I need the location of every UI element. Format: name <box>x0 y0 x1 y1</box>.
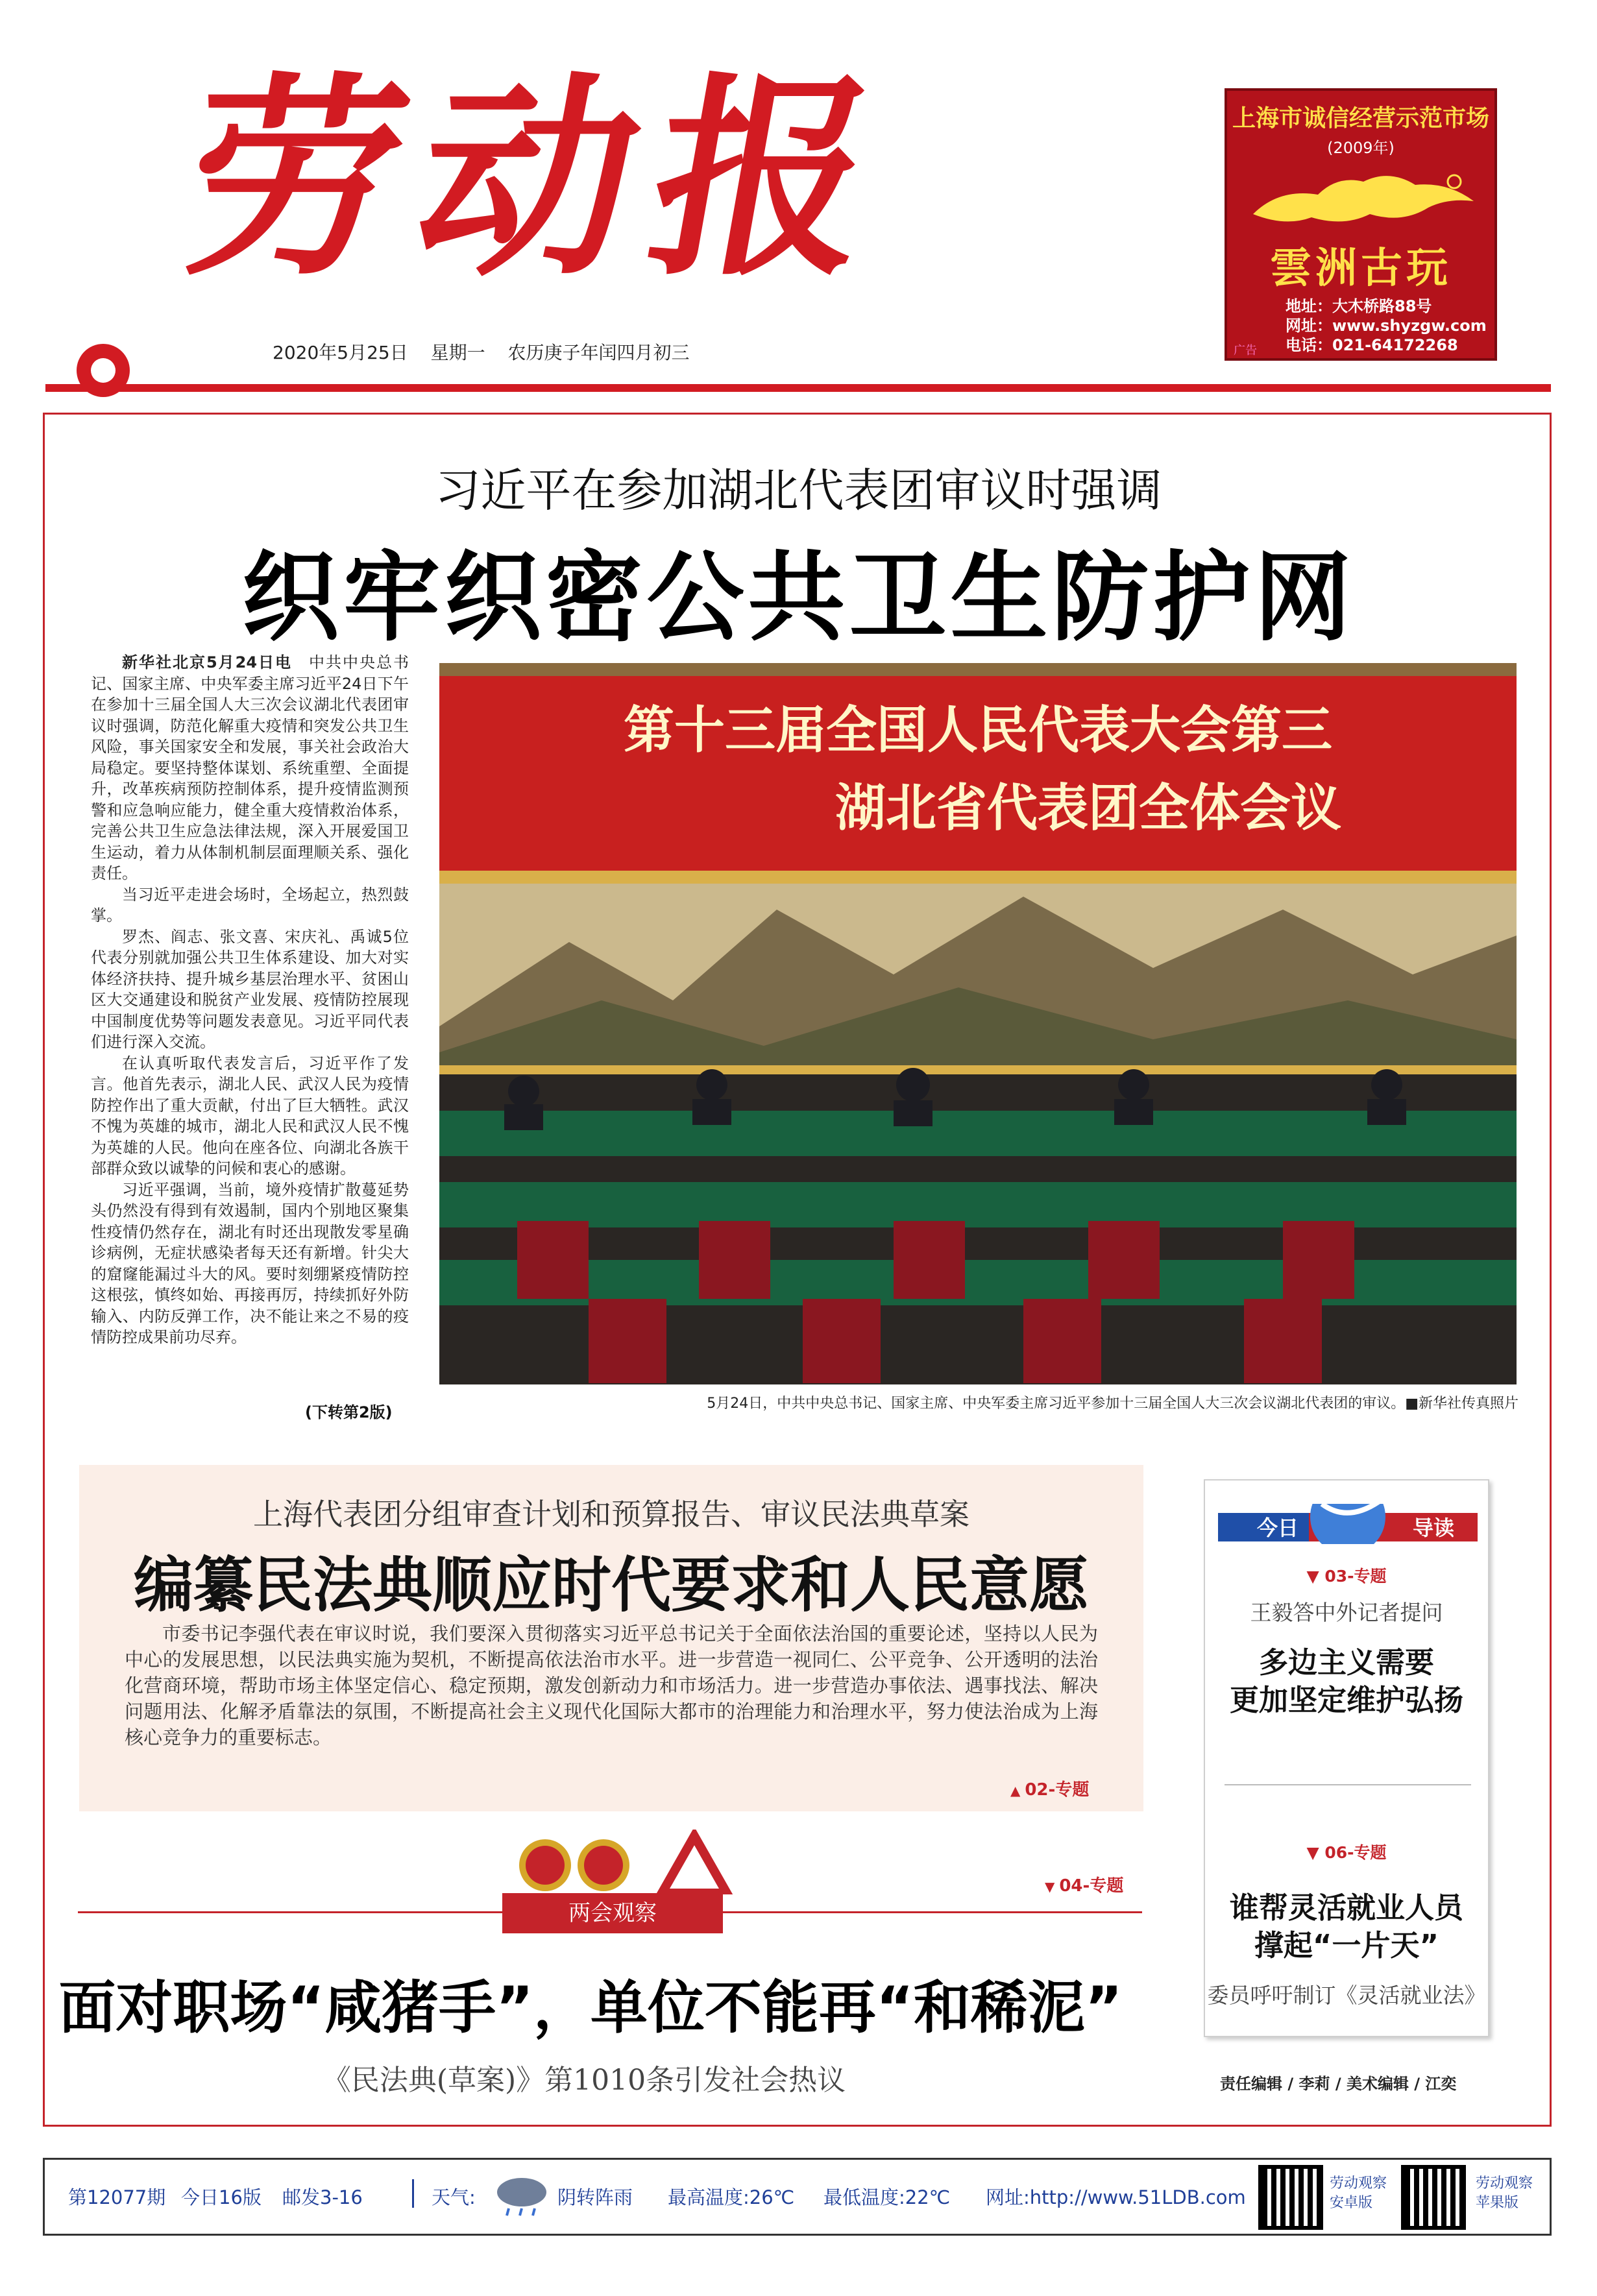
lead-paragraph: 中共中央总书记、国家主席、中央军委主席习近平24日下午在参加十三届全国人大三次会议湖北代表团审议时强调，防范化解重大疫情和突发公共卫生风险，事关国家安全和发展，事关社会政治大局稳定。要坚持整体谋划、系统重塑、全面提升，改革疾病预防控制体系，提升疫情监测预警和应急响应能力，健全重大疫情救治体系，完善公共卫生应急法律法规，深入开展爱国卫生运动，着力从体制机制层面理顺关系、强化责任。 <box>91 653 409 882</box>
story3-headline[interactable]: 面对职场“咸猪手”，单位不能再“和稀泥” <box>58 1974 1123 2041</box>
photo-banner-line2: 湖北省代表团全体会议 <box>835 779 1342 838</box>
weekday: 星期一 <box>430 342 485 363</box>
guide-item2-sub: 委员呼吁制订《灵活就业法》 <box>1207 1983 1486 2008</box>
guide-item1-sub: 王毅答中外记者提问 <box>1250 1600 1443 1625</box>
lead-body <box>91 652 409 1348</box>
story3-subhead: 《民法典(草案)》第1010条引发社会热议 <box>322 2064 846 2097</box>
footer-divider <box>412 2179 414 2208</box>
story2-body: 市委书记李强代表在审议时说，我们要深入贯彻落实习近平总书记关于全面依法治国的重要论述，坚持以人民为中心的发展思想，以民法典实施为契机，不断提高依法治市水平。进一步营造一视同仁、公平竞争、公开透明的法治化营商环境，帮助市场主体坚定信心、稳定预期，激发创新动力和市场活力。进一步营造办事依法、遇事找法、解决问题用法、化解矛盾靠法的氛围，不断提高社会主义现代化国际大都市的治理能力和治理水平，努力使法治成为上海核心竞争力的重要标志。 <box>125 1623 1098 1748</box>
logo-mark-inner <box>91 358 116 383</box>
guide-item2-head1[interactable]: 谁帮灵活就业人员 <box>1229 1891 1463 1925</box>
ad-website: 网址：www.shyzgw.com <box>1286 317 1487 335</box>
issue-number: 第12077期 <box>68 2186 166 2208</box>
low-temp: 最低温度:22℃ <box>823 2186 951 2208</box>
website-link[interactable]: 网址:http://www.51LDB.com <box>986 2186 1246 2208</box>
weather-label: 天气: <box>432 2186 476 2208</box>
story2-page-tag[interactable]: ▲ 02-专题 <box>1010 1780 1090 1800</box>
editor-credits: 责任编辑 / 李莉 / 美术编辑 / 江奕 <box>1220 2075 1457 2093</box>
triangle-down-icon: ▼ <box>1306 1843 1325 1862</box>
lead-dateline: 新华社北京5月24日电 <box>122 653 293 671</box>
lead-paragraph: 习近平强调，当前，境外疫情扩散蔓延势头仍然没有得到有效遏制，国内个别地区聚集性疫情仍然存在，湖北有时还出现散发零星确诊病例，无症状感染者每天还有新增。针尖大的窟窿能漏过斗大的风。要时刻绷紧疫情防控这根弦，慎终如始、再接再厉，持续抓好外防输入、内防反弹工作，决不能让来之不易的疫情防控成果前功尽弃。 <box>91 1180 409 1346</box>
guide-label-right: 导读 <box>1413 1516 1455 1540</box>
advertisement[interactable] <box>1225 88 1497 361</box>
photo-banner-line1: 第十三届全国人民代表大会第三 <box>623 701 1333 760</box>
horse-logo-icon <box>1240 162 1487 234</box>
weather-text: 阴转阵雨 <box>557 2186 633 2208</box>
story2-box[interactable] <box>79 1465 1143 1811</box>
rain-cloud-icon <box>493 2173 551 2218</box>
guide-header <box>1218 1504 1478 1544</box>
lead-paragraph: 罗杰、阎志、张文喜、宋庆礼、禹诚5位代表分别就加强公共卫生体系建设、加大对实体经济扶持、提升城乡基层治理水平、贫困山区大交通建设和脱贫产业发展、疫情防控展现中国制度优势等问题发表意见。习近平同代表们进行深入交流。 <box>91 927 409 1051</box>
guide-item2-head2[interactable]: 撑起“一片天” <box>1254 1928 1439 1963</box>
story2-kicker: 上海代表团分组审查计划和预算报告、审议民法典草案 <box>253 1497 969 1532</box>
lead-kicker: 习近平在参加湖北代表团审议时强调 <box>435 464 1162 517</box>
triangle-down-icon: ▼ <box>1045 1879 1060 1894</box>
postal-code: 邮发3-16 <box>282 2186 363 2208</box>
footer-bar <box>43 2158 1552 2236</box>
section-badge: 两会观察 <box>502 1893 723 1933</box>
lead-photo <box>439 663 1517 1384</box>
continued-note[interactable]: (下转第2版) <box>305 1403 393 1421</box>
page-count: 今日16版 <box>181 2186 262 2208</box>
guide-item1-head1[interactable]: 多边主义需要 <box>1258 1645 1434 1680</box>
story3-page-tag[interactable]: ▼ 04-专题 <box>1045 1876 1124 1896</box>
guide-divider <box>1225 1784 1471 1785</box>
high-temp: 最高温度:26℃ <box>668 2186 795 2208</box>
photo-caption: 5月24日，中共中央总书记、国家主席、中央军委主席习近平参加十三届全国人大三次会议湖北代表团的审议。■新华社传真照片 <box>707 1396 1518 1412</box>
emblem-icons <box>513 1830 746 1894</box>
ad-brand-name: 雲洲古玩 <box>1270 244 1452 293</box>
lead-paragraph: 在认真听取代表发言后，习近平作了发言。他首先表示，湖北人民、武汉人民为疫情防控作出了重大贡献，付出了巨大牺牲。武汉不愧为英雄的城市，湖北人民和武汉人民不愧为英雄的人民。他向在座各位、向湖北各族干部群众致以诚挚的问候和衷心的感谢。 <box>91 1054 409 1178</box>
ad-year: (2009年) <box>1327 139 1395 157</box>
masthead-rule <box>45 384 1551 392</box>
masthead-logo: 劳动报 <box>165 53 912 304</box>
lunar-date: 农历庚子年闰四月初三 <box>507 342 690 363</box>
guide-label-left: 今日 <box>1257 1516 1299 1540</box>
lead-headline[interactable]: 织牢织密公共卫生防护网 <box>241 542 1356 655</box>
ad-address: 地址：大木桥路88号 <box>1286 297 1432 315</box>
app-ios-label: 劳动观察 苹果版 <box>1476 2175 1533 2211</box>
issue-date: 2020年5月25日 <box>273 342 408 363</box>
qr-code-ios[interactable] <box>1401 2165 1466 2230</box>
lead-paragraph: 当习近平走进会场时，全场起立，热烈鼓掌。 <box>91 885 409 924</box>
dateline <box>273 339 707 365</box>
guide-item2-page[interactable]: ▼ 06-专题 <box>1306 1843 1387 1862</box>
ad-tag: 广告 <box>1234 344 1257 357</box>
triangle-up-icon: ▲ <box>1010 1783 1025 1798</box>
today-guide <box>1204 1479 1489 2037</box>
triangle-down-icon: ▼ <box>1306 1567 1325 1586</box>
qr-code-android[interactable] <box>1258 2165 1323 2230</box>
story2-headline[interactable]: 编纂民法典顺应时代要求和人民意愿 <box>133 1551 1089 1620</box>
ad-title: 上海市诚信经营示范市场 <box>1232 105 1489 132</box>
guide-item1-head2[interactable]: 更加坚定维护弘扬 <box>1229 1683 1463 1717</box>
app-android-label: 劳动观察 安卓版 <box>1330 2175 1387 2211</box>
guide-item1-page[interactable]: ▼ 03-专题 <box>1306 1567 1387 1586</box>
ad-phone: 电话：021-64172268 <box>1286 336 1458 354</box>
